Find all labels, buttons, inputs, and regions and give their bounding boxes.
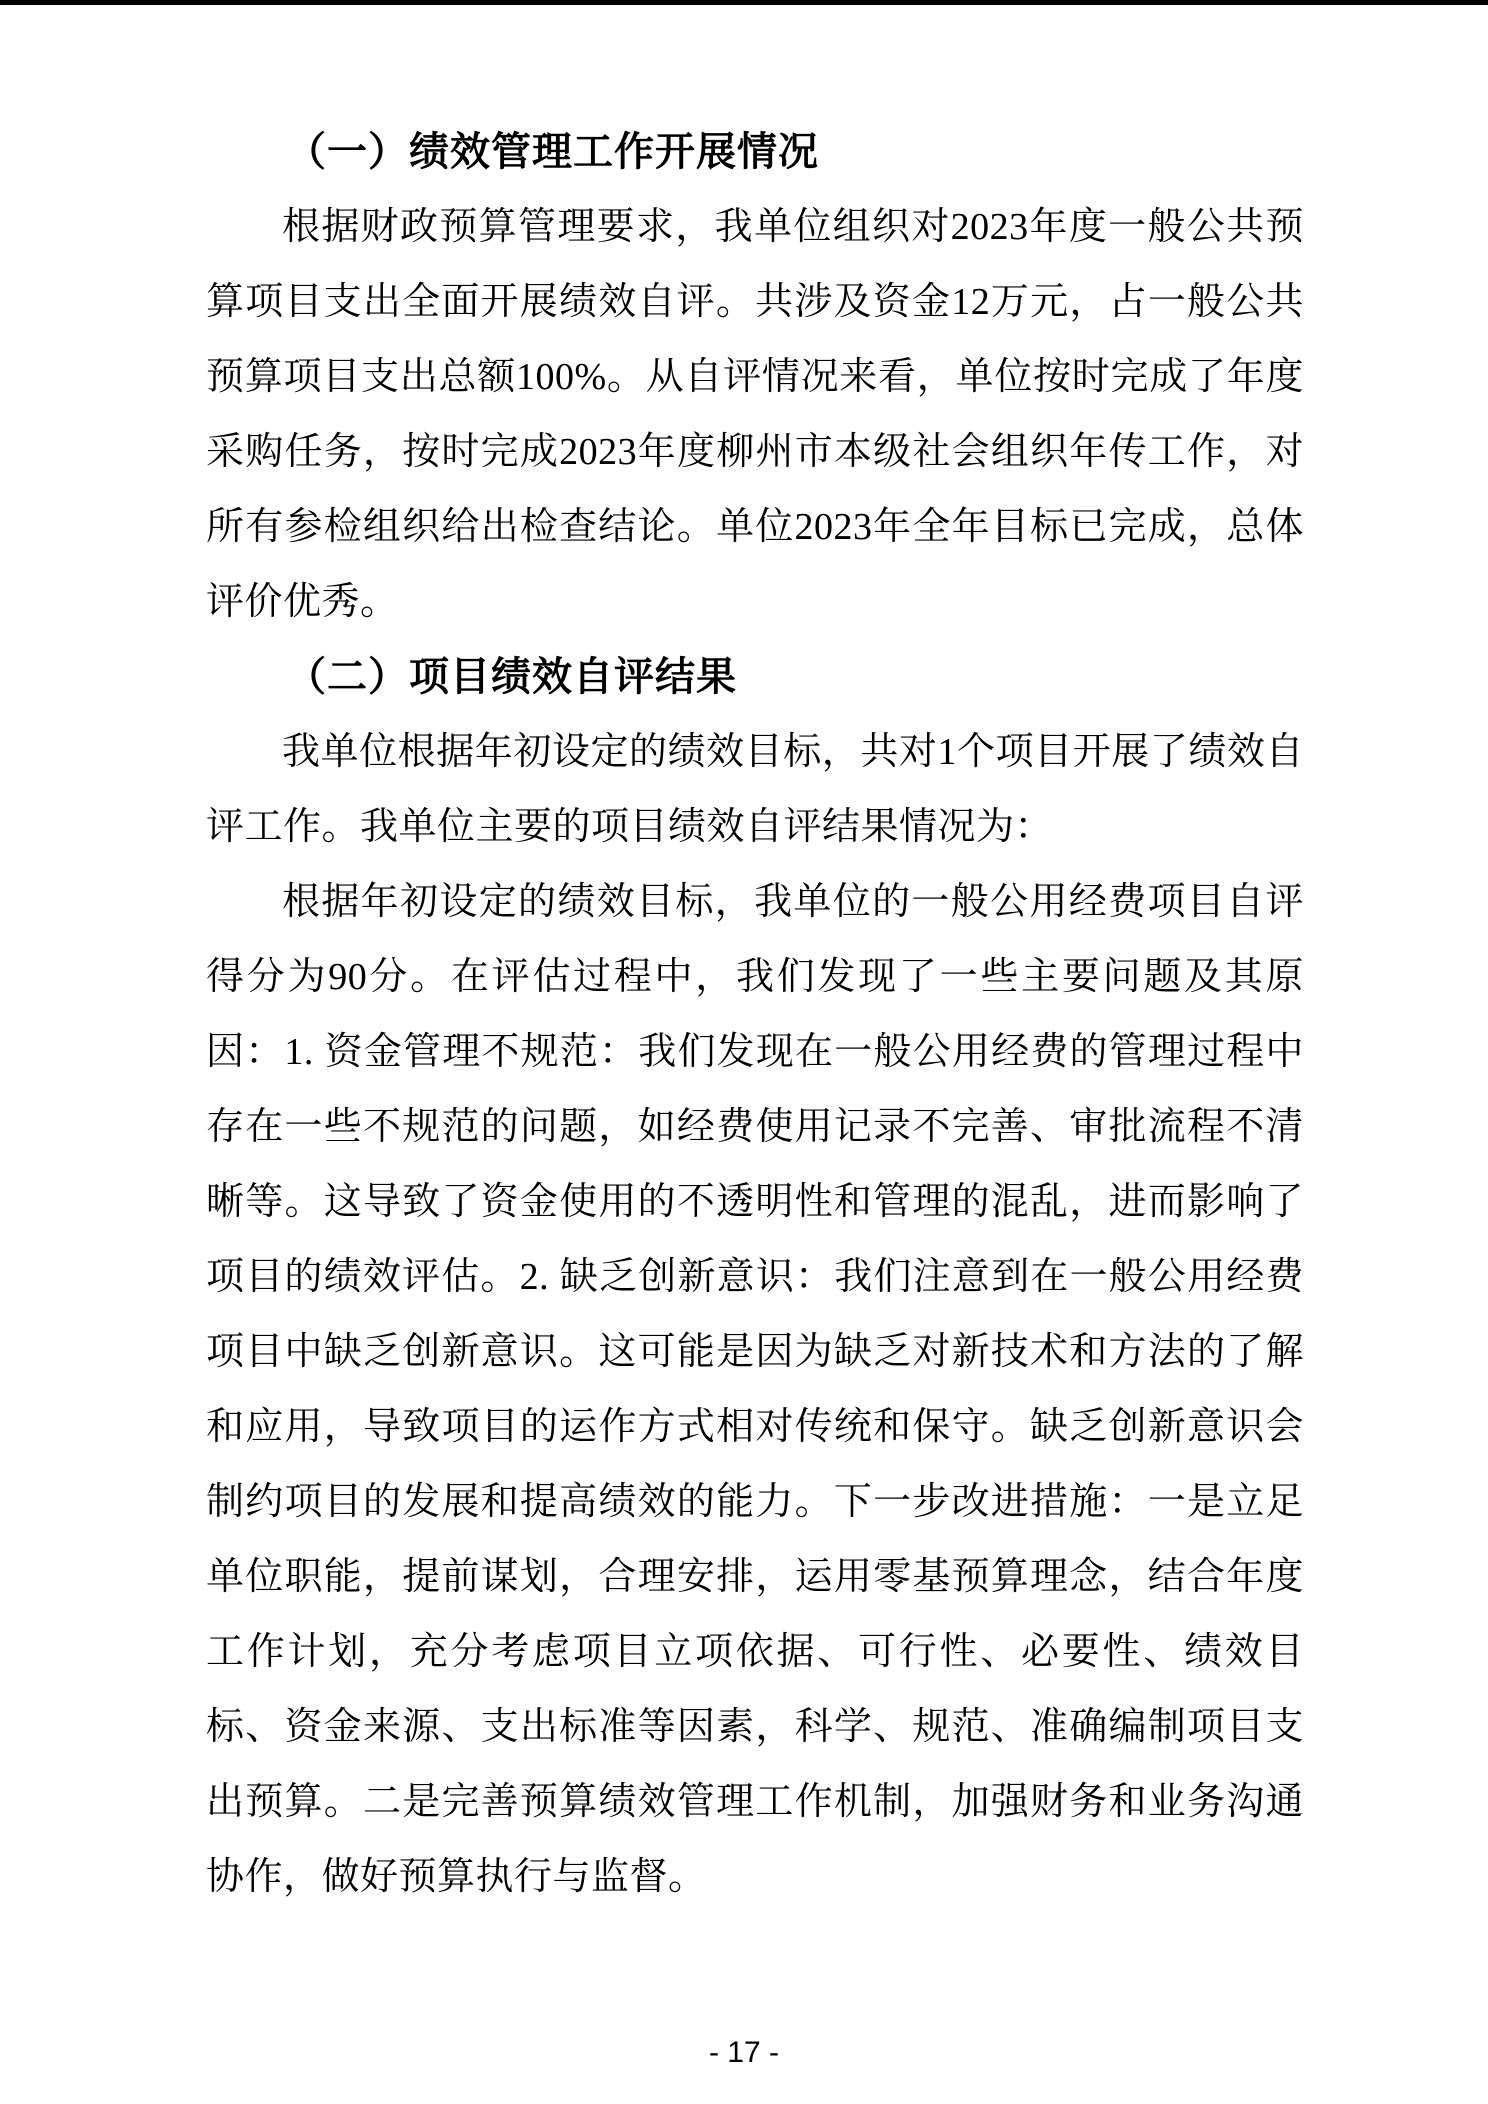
text-line: 评价优秀。 xyxy=(206,581,399,623)
document-content xyxy=(206,115,1304,1915)
text-line: 工作计划，充分考虑项目立项依据、可行性、必要性、绩效目 xyxy=(206,1631,1304,1673)
text-line: 出预算。二是完善预算绩效管理工作机制，加强财务和业务沟通 xyxy=(206,1781,1304,1823)
text-line: 根据年初设定的绩效目标，我单位的一般公用经费项目自评 xyxy=(282,881,1304,923)
text-line: 预算项目支出总额100%。从自评情况来看，单位按时完成了年度 xyxy=(206,356,1304,398)
text-line: 根据财政预算管理要求，我单位组织对2023年度一般公共预 xyxy=(282,206,1304,248)
text-line: 因：1. 资金管理不规范：我们发现在一般公用经费的管理过程中 xyxy=(206,1031,1304,1073)
text-line: 项目的绩效评估。2. 缺乏创新意识：我们注意到在一般公用经费 xyxy=(206,1256,1304,1298)
text-line: 标、资金来源、支出标准等因素，科学、规范、准确编制项目支 xyxy=(206,1706,1304,1748)
page-number: - 17 - xyxy=(708,2036,780,2069)
text-line: 所有参检组织给出检查结论。单位2023年全年目标已完成，总体 xyxy=(206,506,1304,548)
text-line: 存在一些不规范的问题，如经费使用记录不完善、审批流程不清 xyxy=(206,1106,1304,1148)
text-line: 项目中缺乏创新意识。这可能是因为缺乏对新技术和方法的了解 xyxy=(206,1331,1304,1373)
text-line: 单位职能，提前谋划，合理安排，运用零基预算理念，结合年度 xyxy=(206,1556,1304,1598)
text-line: 晰等。这导致了资金使用的不透明性和管理的混乱，进而影响了 xyxy=(206,1181,1304,1223)
section-heading: （一）绩效管理工作开展情况 xyxy=(286,130,819,174)
text-line: 算项目支出全面开展绩效自评。共涉及资金12万元，占一般公共 xyxy=(206,281,1304,323)
text-line: 和应用，导致项目的运作方式相对传统和保守。缺乏创新意识会 xyxy=(206,1406,1304,1448)
text-line: 我单位根据年初设定的绩效目标，共对1个项目开展了绩效自 xyxy=(282,731,1304,773)
text-line: 制约项目的发展和提高绩效的能力。下一步改进措施：一是立足 xyxy=(206,1481,1304,1523)
text-line: 采购任务，按时完成2023年度柳州市本级社会组织年传工作，对 xyxy=(206,431,1304,473)
text-line: 得分为90分。在评估过程中，我们发现了一些主要问题及其原 xyxy=(206,956,1304,998)
section-heading: （二）项目绩效自评结果 xyxy=(286,655,737,699)
top-border-bar xyxy=(0,0,1488,5)
text-line: 协作，做好预算执行与监督。 xyxy=(206,1856,707,1898)
text-line: 评工作。我单位主要的项目绩效自评结果情况为： xyxy=(206,806,1054,848)
